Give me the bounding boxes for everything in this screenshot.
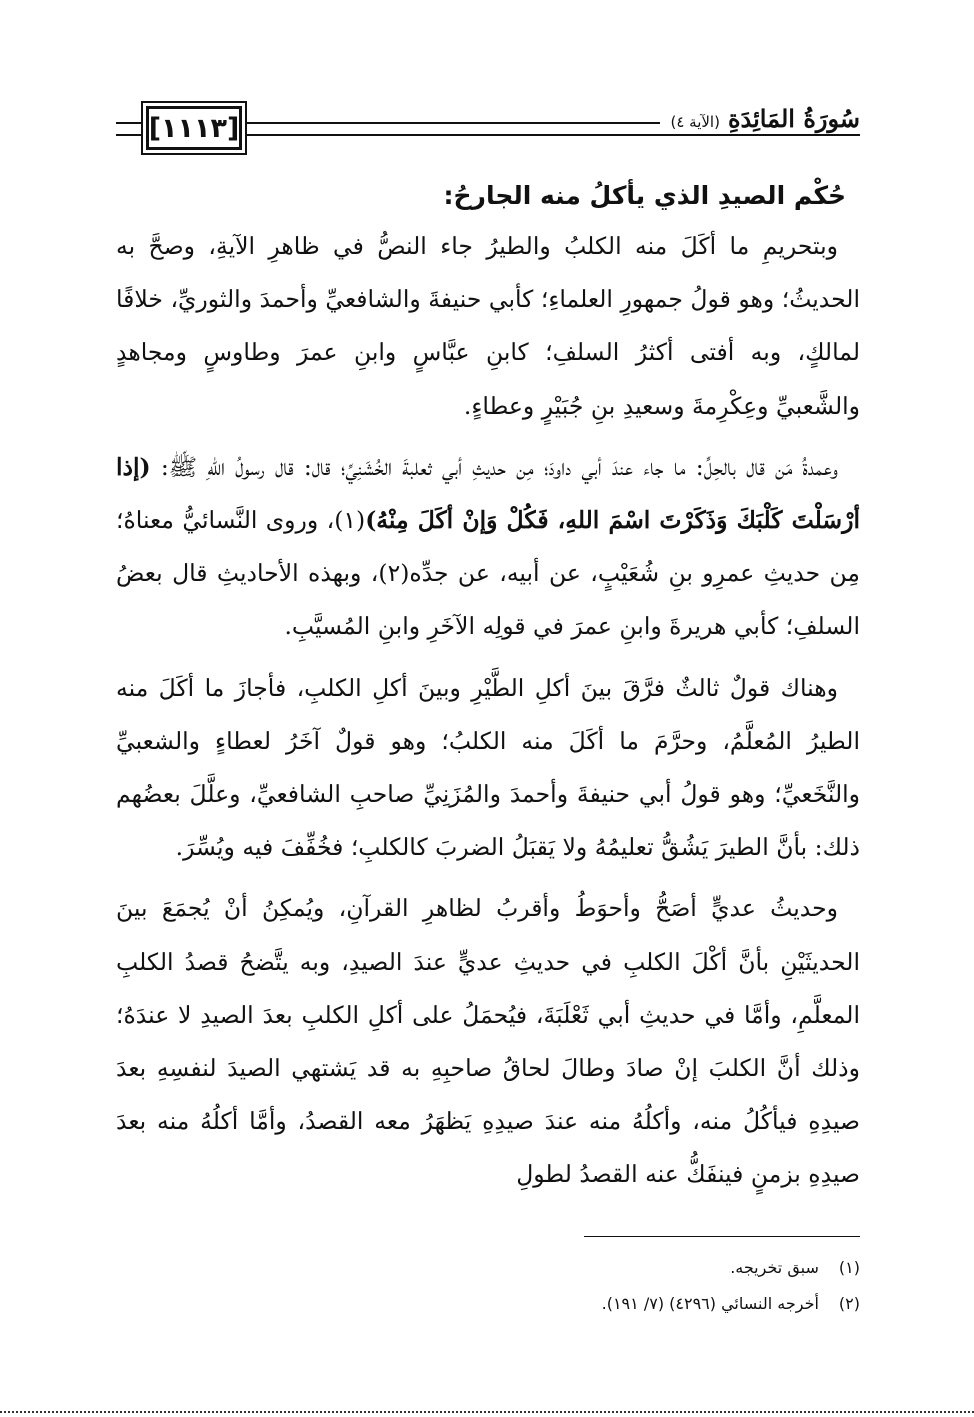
footnote-number: (١) bbox=[838, 1258, 860, 1277]
paragraph bbox=[116, 441, 860, 654]
scan-bottom-edge bbox=[0, 1411, 974, 1413]
paragraph bbox=[116, 220, 860, 433]
paragraph-text: وحديثُ عديٍّ أصَحُّ وأحوَطُ وأقربُ لظاهرِ القرآنِ، ويُمكِنُ أنْ يُجمَعَ بينَ الحديثَيْنِ بأنَّ أكْلَ الكلبِ في حديثِ عديٍّ عندَ الصيدِ، وبه يتَّضحُ قصدُ الكلبِ المعلَّمِ، وأمَّا في حديثِ أبي ثَعْلَبَةَ، فيُحمَلُ على أكلِ الكلبِ بعدَ الصيدِ لا عندَهُ؛ وذلك أنَّ الكلبَ إنْ صادَ وطالَ لحاقُ صاحبِهِ به قد يَشتهي الصيدَ لنفسِهِ بعدَ صيدِهِ فيأكُلُ منه، وأكلُهُ منه عندَ صيدِهِ يَظهَرُ معه القصدُ، وأمَّا أكلُهُ منه بعدَ صيدِهِ بزمنٍ فينفَكُّ عنه القصدُ لطولِ bbox=[116, 894, 860, 1189]
paragraph bbox=[116, 882, 860, 1201]
footnote-text: أخرجه النسائي (٤٢٩٦) (٧/ ١٩١). bbox=[601, 1294, 819, 1313]
footnote-text: سبق تخريجه. bbox=[730, 1258, 819, 1277]
page-number: [١١١٣] bbox=[146, 106, 242, 150]
surah-title bbox=[660, 104, 860, 133]
main-text bbox=[116, 172, 860, 1202]
page-header bbox=[116, 104, 860, 152]
paragraph bbox=[116, 662, 860, 875]
footnote-number: (٢) bbox=[838, 1294, 860, 1313]
surah-name: سُورَةُ المَائِدَةِ bbox=[727, 104, 860, 133]
paragraph-text: وعمدةُ مَن قال بالحِلِّ: ما جاء عندَ أبي داودَ؛ مِن حديثِ أبي ثعلبةَ الخُشَنِيِّ؛ قال: قال رسولُ اللهِ ﷺ: bbox=[150, 452, 838, 481]
section-heading: حُكْم الصيدِ الذي يأكلُ منه الجارحُ: bbox=[443, 181, 846, 210]
paragraph-text: وبتحريمِ ما أكَلَ منه الكلبُ والطيرُ جاء النصُّ في ظاهرِ الآيةِ، وصحَّ به الحديثُ؛ وهو قولُ جمهورِ العلماءِ؛ كأبي حنيفةَ والشافعيِّ وأحمدَ والثوريِّ، خلافًا لمالكٍ، وبه أفتى أكثرُ السلفِ؛ كابنِ عبَّاسٍ وابنِ عمرَ وطاوسٍ ومجاهدٍ والشَّعبيِّ وعِكْرِمةَ وسعيدِ بنِ جُبَيْرٍ وعطاءٍ. bbox=[116, 232, 860, 420]
footnote-divider bbox=[584, 1236, 860, 1237]
footnote bbox=[116, 1286, 860, 1322]
ayah-label: (الآية ٤) bbox=[670, 113, 720, 131]
footnotes bbox=[116, 1250, 860, 1322]
paragraph-text: (١)، وروى النَّسائيُّ معناهُ؛ مِن حديثِ عمرِو بنِ شُعَيْبٍ، عن أبيه، عن جدِّه(٢)، وبهذه الأحاديثِ قال بعضُ السلفِ؛ كأبي هريرةَ وابنِ عمرَ في قولِه الآخَرِ وابنِ المُسيَّبِ. bbox=[116, 506, 860, 641]
paragraph-text: وهناك قولٌ ثالثٌ فرَّقَ بينَ أكلِ الطَّيْرِ وبينَ أكلِ الكلبِ، فأجازَ ما أكَلَ منه الطيرُ المُعلَّمُ، وحرَّمَ ما أكَلَ منه الكلبُ؛ وهو قولٌ آخَرُ لعطاءٍ والشعبيِّ والنَّخَعيِّ؛ وهو قولُ أبي حنيفةَ وأحمدَ والمُزَنِيِّ صاحبِ الشافعيِّ، وعلَّلَ بعضُهم ذلك: بأنَّ الطيرَ يَشُقُّ تعليمُهُ ولا يَقبَلُ الضربَ كالكلبِ؛ فخُفِّفَ فيه ويُسِّرَ. bbox=[116, 673, 860, 862]
footnote bbox=[116, 1250, 860, 1286]
hadith-quote: (إذا أرْسَلْتَ كَلْبَكَ وَذَكَرْتَ اسْمَ اللهِ، فَكُلْ وَإنْ أكَلَ مِنْهُ) bbox=[116, 452, 861, 535]
